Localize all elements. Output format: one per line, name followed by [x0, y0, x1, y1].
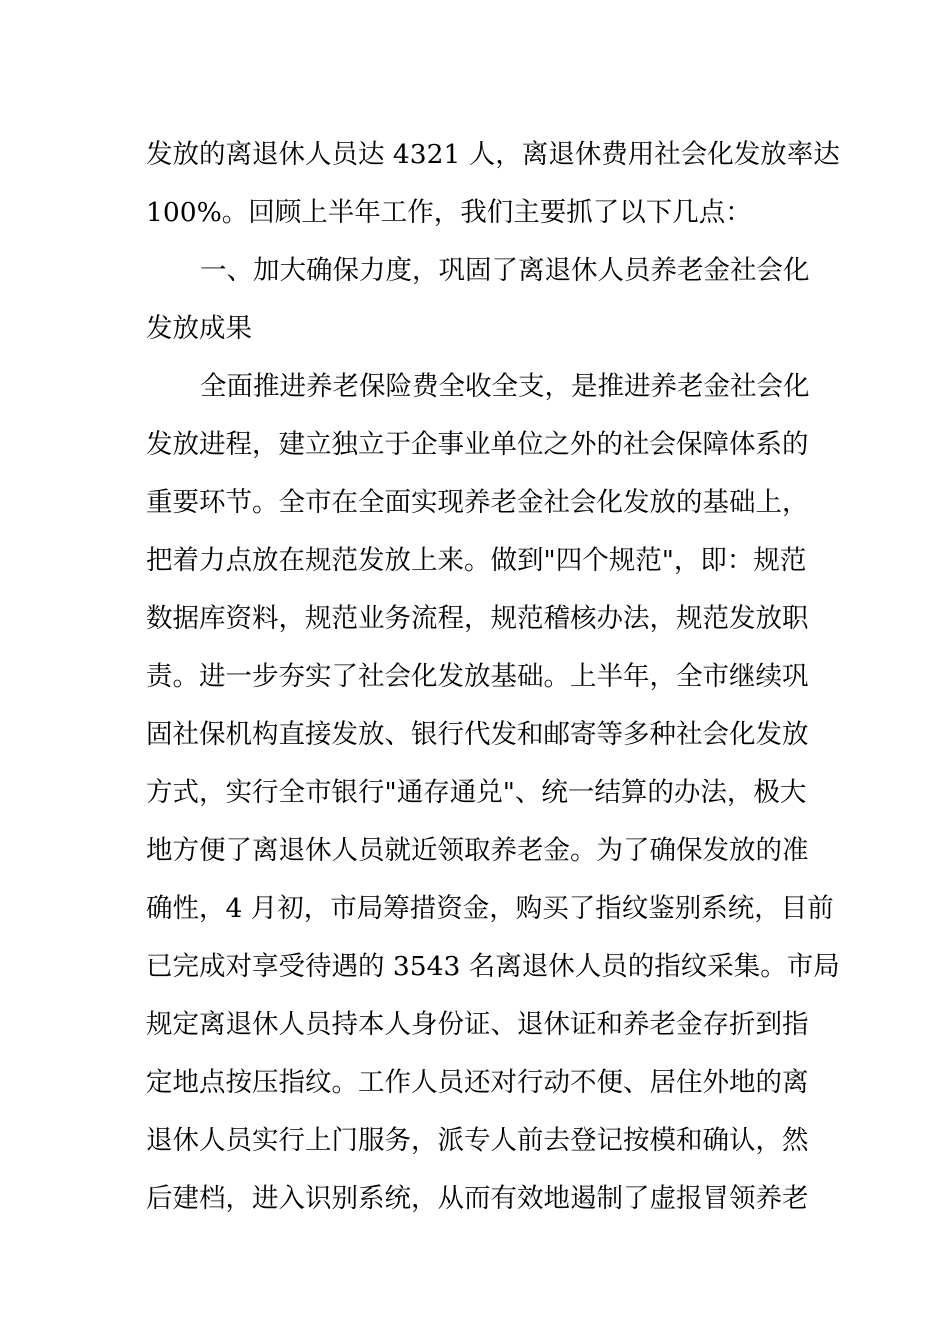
- text-line: 地方便了离退休人员就近领取养老金。为了确保发放的准: [146, 835, 809, 866]
- section-heading-line: 发放成果: [146, 313, 252, 344]
- text-line: 发放进程，建立独立于企事业单位之外的社会保障体系的: [146, 429, 809, 460]
- text-line: 100%。回顾上半年工作，我们主要抓了以下几点：: [146, 197, 752, 228]
- text-line: 全面推进养老保险费全收全支，是推进养老金社会化: [200, 371, 810, 402]
- text-line: 定地点按压指纹。工作人员还对行动不便、居住外地的离: [146, 1067, 809, 1098]
- text-line: 退休人员实行上门服务，派专人前去登记按模和确认，然: [146, 1125, 809, 1156]
- text-line: 重要环节。全市在全面实现养老金社会化发放的基础上，: [146, 487, 809, 518]
- section-heading-line: 一、加大确保力度，巩固了离退休人员养老金社会化: [200, 255, 810, 286]
- text-line: 确性，4 月初，市局筹措资金，购买了指纹鉴别系统，目前: [146, 893, 834, 924]
- text-line: 发放的离退休人员达 4321 人，离退休费用社会化发放率达: [146, 139, 840, 170]
- text-line: 已完成对享受待遇的 3543 名离退休人员的指纹采集。市局: [146, 951, 840, 982]
- text-line: 数据库资料，规范业务流程，规范稽核办法，规范发放职: [146, 603, 809, 634]
- text-line: 方式，实行全市银行"通存通兑"、统一结算的办法，极大: [146, 777, 807, 808]
- text-line: 把着力点放在规范发放上来。做到"四个规范"，即：规范: [146, 545, 807, 576]
- text-line: 责。进一步夯实了社会化发放基础。上半年，全市继续巩: [146, 661, 809, 692]
- text-line: 规定离退休人员持本人身份证、退休证和养老金存折到指: [146, 1009, 809, 1040]
- text-line: 后建档，进入识别系统，从而有效地遏制了虚报冒领养老: [146, 1183, 809, 1214]
- text-line: 固社保机构直接发放、银行代发和邮寄等多种社会化发放: [146, 719, 809, 750]
